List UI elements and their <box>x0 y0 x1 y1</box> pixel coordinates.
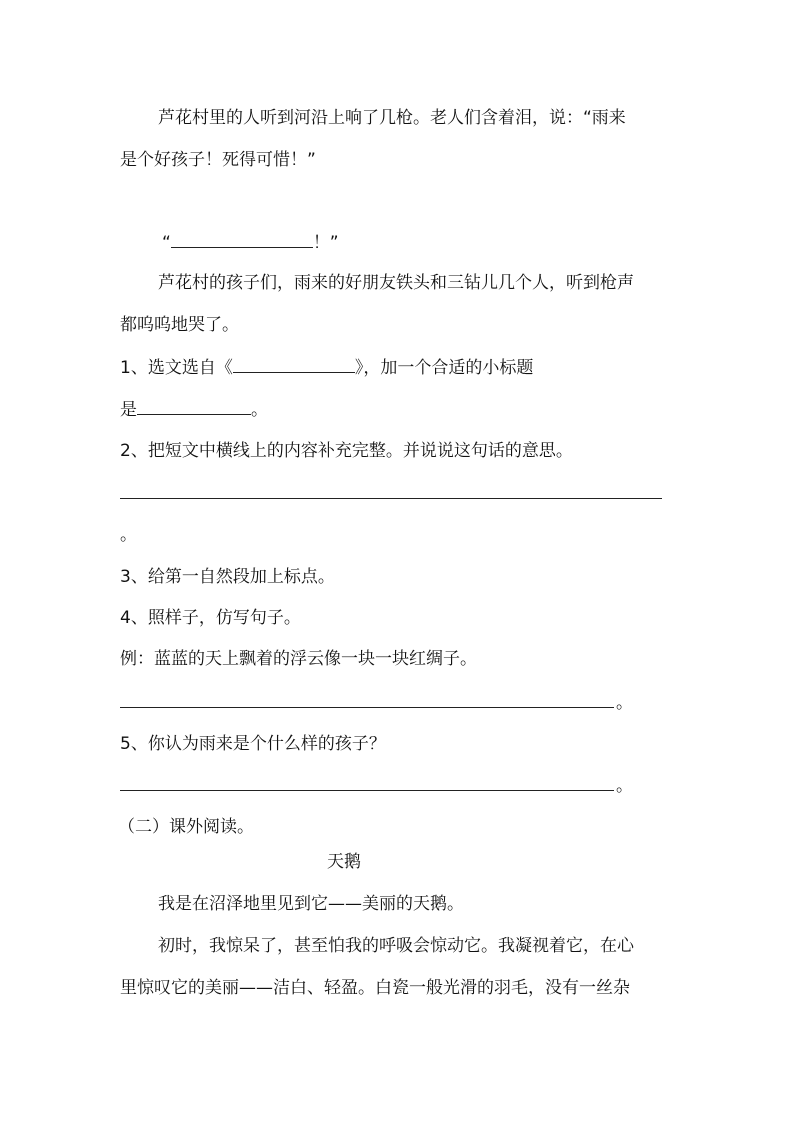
passage-line: 是个好孩子！死得可惜！” <box>120 150 316 170</box>
answer-line <box>120 790 614 791</box>
question-1-title-blank <box>137 398 251 415</box>
answer-line <box>120 498 662 499</box>
question-4-end: 。 <box>616 693 633 713</box>
question-5: 5、你认为雨来是个什么样的孩子？ <box>120 734 386 754</box>
question-1-blank <box>233 356 355 373</box>
passage-line: 都呜呜地哭了。 <box>120 315 239 335</box>
reading-line: 里惊叹它的美丽——洁白、轻盈。白瓷一般光滑的羽毛，没有一丝杂 <box>120 978 630 998</box>
section-heading: （二）课外阅读。 <box>118 817 254 837</box>
answer-line <box>120 707 614 708</box>
question-4: 4、照样子，仿写句子。 <box>120 608 301 628</box>
question-1 <box>120 356 533 379</box>
passage-line: 芦花村里的人听到河沿上响了几枪。老人们含着泪，说：“雨来 <box>158 108 626 128</box>
reading-line: 初时，我惊呆了，甚至怕我的呼吸会惊动它。我凝视着它，在心 <box>158 936 634 956</box>
question-1-line2 <box>120 398 268 421</box>
quote-open: “ <box>162 233 171 253</box>
question-1-line2-prefix: 是 <box>120 400 137 420</box>
question-5-end: 。 <box>616 776 633 796</box>
blank-quote-line <box>162 231 339 254</box>
question-4-example: 例：蓝蓝的天上飘着的浮云像一块一块红绸子。 <box>120 649 477 669</box>
question-1-line2-suffix: 。 <box>251 400 268 420</box>
question-1-prefix: 1、选文选自《 <box>120 358 233 378</box>
passage-line: 芦花村的孩子们，雨来的好朋友铁头和三钻儿几个人，听到枪声 <box>158 273 634 293</box>
question-3: 3、给第一自然段加上标点。 <box>120 567 335 587</box>
quote-close: ！” <box>312 233 339 253</box>
question-2: 2、把短文中横线上的内容补充完整。并说说这句话的意思。 <box>120 441 573 461</box>
question-1-mid: 》，加一个合适的小标题 <box>354 358 534 378</box>
question-2-end: 。 <box>120 525 137 545</box>
fill-blank-underline <box>171 231 313 248</box>
reading-title: 天鹅 <box>327 852 361 872</box>
reading-line: 我是在沼泽地里见到它——美丽的天鹅。 <box>158 894 464 914</box>
